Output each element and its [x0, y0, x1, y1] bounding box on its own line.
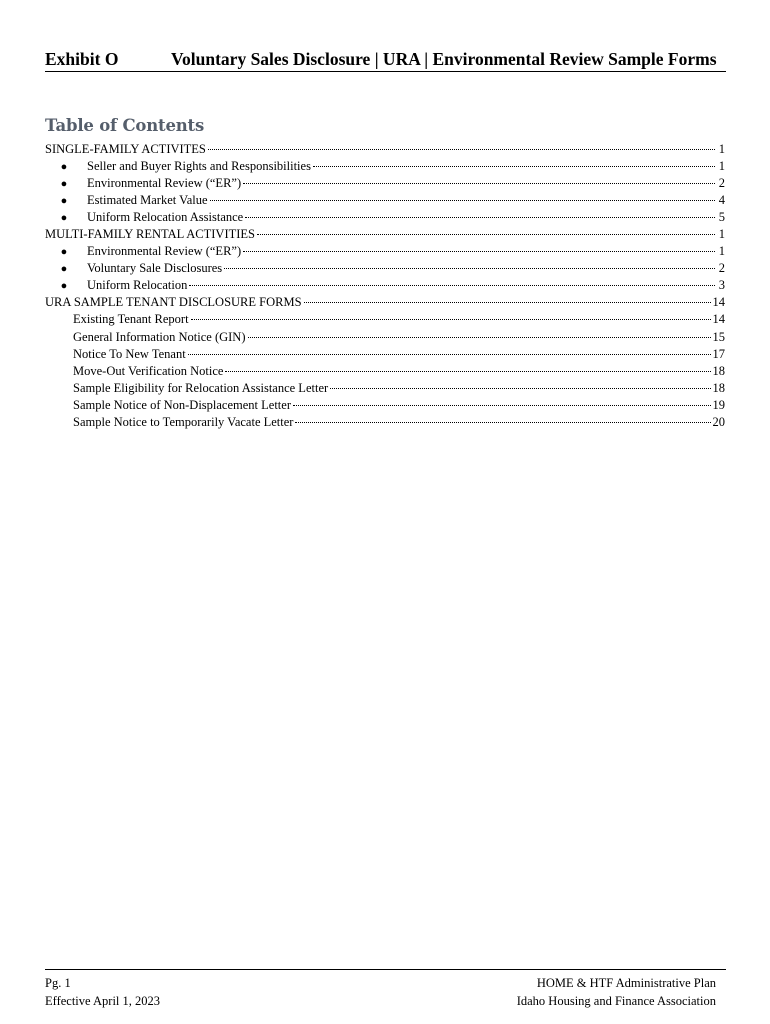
- dot-leader: [210, 200, 715, 201]
- toc-entry-page: 18: [712, 363, 725, 378]
- toc-entry-label: General Information Notice (GIN): [73, 329, 246, 344]
- footer-divider: [45, 969, 726, 970]
- toc-entry-page: 4: [718, 193, 725, 208]
- bullet-icon: ●: [60, 161, 68, 174]
- dot-leader: [243, 251, 715, 252]
- toc-entry-label: Notice To New Tenant: [73, 346, 186, 361]
- toc-entry[interactable]: [45, 243, 725, 260]
- toc-entry-page: 17: [712, 346, 725, 361]
- bullet-icon: ●: [60, 263, 68, 276]
- dot-leader: [191, 319, 711, 320]
- toc-entry[interactable]: [45, 311, 725, 328]
- exhibit-label: Exhibit O: [45, 49, 119, 69]
- toc-entry-label: Voluntary Sale Disclosures: [87, 261, 223, 276]
- toc-entry[interactable]: [45, 380, 725, 397]
- bullet-icon: ●: [60, 178, 68, 191]
- toc-entry-page: 19: [712, 397, 725, 412]
- toc-entry-page: 14: [712, 295, 725, 310]
- plan-name: HOME & HTF Administrative Plan: [536, 976, 716, 990]
- dot-leader: [295, 422, 710, 423]
- footer-right: [517, 974, 716, 1010]
- toc-entry[interactable]: [45, 192, 725, 209]
- toc-entry-label: Uniform Relocation: [87, 278, 188, 293]
- dot-leader: [208, 149, 715, 150]
- toc-entry-label: Environmental Review (“ER”): [87, 244, 242, 259]
- bullet-icon: ●: [60, 212, 68, 225]
- toc-heading: Table of Contents: [45, 116, 205, 135]
- table-of-contents: [45, 141, 725, 431]
- toc-entry-page: 18: [712, 380, 725, 395]
- toc-entry[interactable]: [45, 294, 725, 311]
- toc-entry[interactable]: [45, 329, 725, 346]
- toc-entry-page: 3: [718, 278, 725, 293]
- toc-entry-page: 1: [718, 244, 725, 259]
- toc-entry-page: 1: [718, 159, 725, 174]
- toc-entry[interactable]: [45, 158, 725, 175]
- page-header: [45, 47, 726, 72]
- toc-entry-label: Environmental Review (“ER”): [87, 176, 242, 191]
- toc-entry-page: 14: [712, 312, 725, 327]
- document-title: Voluntary Sales Disclosure | URA | Environmental Review Sample Forms: [171, 49, 717, 69]
- bullet-icon: ●: [60, 195, 68, 208]
- dot-leader: [330, 388, 710, 389]
- effective-date: Effective April 1, 2023: [45, 994, 161, 1008]
- page-number: Pg. 1: [45, 976, 71, 990]
- footer-left: [45, 974, 160, 1010]
- toc-entry-page: 2: [718, 261, 725, 276]
- toc-entry[interactable]: [45, 260, 725, 277]
- toc-entry-page: 5: [718, 210, 725, 225]
- toc-entry[interactable]: [45, 346, 725, 363]
- dot-leader: [257, 234, 715, 235]
- toc-entry-label: URA SAMPLE TENANT DISCLOSURE FORMS: [45, 295, 302, 310]
- toc-entry-page: 2: [718, 176, 725, 191]
- toc-entry-label: Sample Notice of Non-Displacement Letter: [73, 397, 291, 412]
- toc-entry-label: Uniform Relocation Assistance: [87, 210, 244, 225]
- toc-entry-page: 1: [718, 227, 725, 242]
- dot-leader: [313, 166, 715, 167]
- dot-leader: [304, 302, 711, 303]
- toc-entry-label: SINGLE-FAMILY ACTIVITES: [45, 142, 206, 156]
- organization-name: Idaho Housing and Finance Association: [516, 994, 716, 1008]
- toc-entry-label: Move-Out Verification Notice: [73, 363, 224, 378]
- toc-entry-label: Seller and Buyer Rights and Responsibilities: [87, 159, 311, 174]
- toc-entry-label: MULTI-FAMILY RENTAL ACTIVITIES: [45, 227, 255, 242]
- dot-leader: [293, 405, 711, 406]
- toc-entry-page: 15: [712, 329, 725, 344]
- toc-entry[interactable]: [45, 209, 725, 226]
- toc-entry-label: Existing Tenant Report: [73, 312, 189, 327]
- dot-leader: [225, 371, 710, 372]
- toc-entry[interactable]: [45, 414, 725, 431]
- dot-leader: [245, 217, 715, 218]
- toc-entry[interactable]: [45, 141, 725, 158]
- toc-entry-page: 20: [712, 414, 725, 429]
- dot-leader: [189, 285, 715, 286]
- dot-leader: [248, 337, 711, 338]
- bullet-icon: ●: [60, 280, 68, 293]
- toc-entry-page: 1: [718, 142, 725, 156]
- dot-leader: [243, 183, 715, 184]
- bullet-icon: ●: [60, 246, 68, 259]
- toc-entry[interactable]: [45, 397, 725, 414]
- toc-entry-label: Sample Notice to Temporarily Vacate Letter: [73, 414, 294, 429]
- toc-entry-label: Sample Eligibility for Relocation Assistance Letter: [73, 380, 329, 395]
- toc-entry[interactable]: [45, 277, 725, 294]
- dot-leader: [188, 354, 711, 355]
- toc-entry-label: Estimated Market Value: [87, 193, 208, 208]
- toc-entry[interactable]: [45, 175, 725, 192]
- dot-leader: [224, 268, 715, 269]
- toc-entry[interactable]: [45, 226, 725, 243]
- toc-entry[interactable]: [45, 363, 725, 380]
